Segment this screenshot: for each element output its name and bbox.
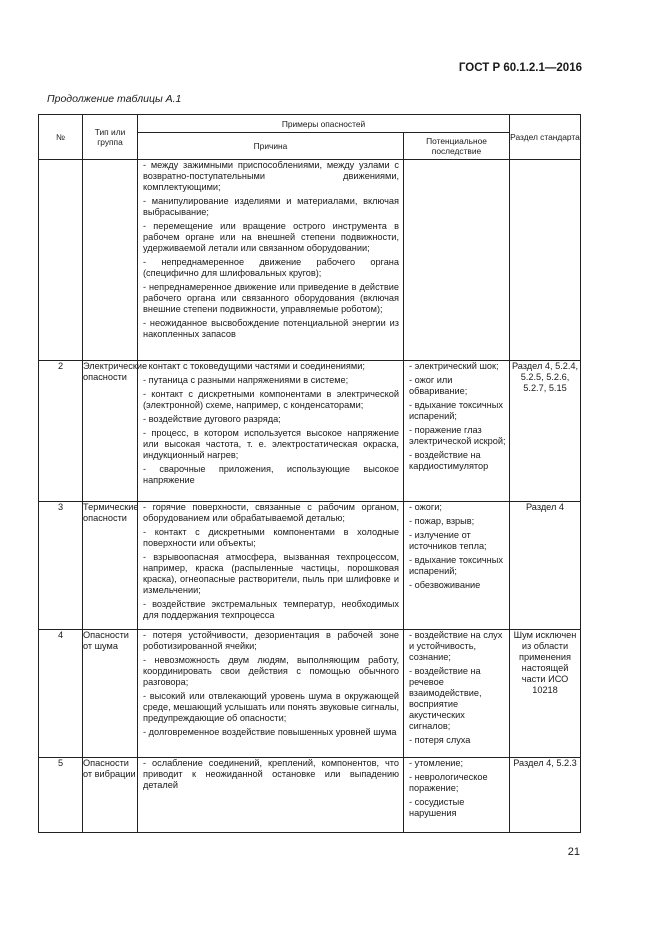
consequence-item: - излучение от источников тепла;	[409, 530, 487, 551]
consequence-item: - пожар, взрыв;	[409, 516, 475, 526]
hazard-consequences	[404, 361, 510, 502]
cause-item: - воздействие дугового разряда;	[143, 414, 281, 424]
consequence-item: - электрический шок;	[409, 361, 499, 371]
header-num: №	[39, 115, 83, 160]
cause-item: - путаница с разными напряжениями в системе;	[143, 375, 349, 385]
cause-item: - неожиданное высвобождение потенциальной энергии из накопленных запасов	[143, 318, 399, 339]
row-number	[39, 160, 83, 361]
row-number: 2	[39, 361, 83, 502]
cause-item: - контакт с дискретными компонентами в электрической (электронной) схеме, например, с конденсаторами;	[143, 389, 399, 410]
header-consequence: Потенциальное последствие	[404, 133, 510, 160]
hazard-type: Опасности от вибрации	[83, 758, 138, 833]
header-examples: Примеры опасностей	[138, 115, 510, 133]
standard-section: Раздел 4, 5.2.4, 5.2.5, 5.2.6, 5.2.7, 5.15	[510, 361, 581, 502]
table-row	[39, 160, 581, 361]
row-number: 3	[39, 502, 83, 630]
hazard-causes	[138, 630, 404, 758]
consequence-item: - ожоги;	[409, 502, 442, 512]
cause-item: - непреднамеренное движение или приведение в действие рабочего органа или связанного оборудования (включая внешние степени подвижности, управляемые роботом);	[143, 282, 399, 314]
cause-item: - процесс, в котором используется высокое напряжение или высокая частота, т. е. электростатическая окраска, индукционный нагрев;	[143, 428, 399, 460]
table-caption: Продолжение таблицы А.1	[47, 93, 182, 105]
standard-section: Раздел 4	[510, 502, 581, 630]
cause-item: - ослабление соединений, креплений, компонентов, что приводит к неожиданной остановке или выпадению деталей	[143, 758, 399, 790]
table-row	[39, 361, 581, 502]
cause-item: - горячие поверхности, связанные с рабочим органом, оборудованием или обрабатываемой деталью;	[143, 502, 399, 523]
standard-section: Шум исключен из области применения настоящей части ИСО 10218	[510, 630, 581, 758]
cause-item: - высокий или отвлекающий уровень шума в окружающей среде, мешающий услышать или понять звуковые сигналы, предупреждающие об опасности;	[143, 691, 399, 723]
cause-item: - взрывоопасная атмосфера, вызванная техпроцессом, например, краска (распыленные частицы, порошковая краска), огнеопасные растворители, пыль при шлифовке и измельчении;	[143, 552, 399, 595]
consequence-item: - обезвоживание	[409, 580, 481, 590]
hazard-causes	[138, 160, 404, 361]
hazard-type: Электрические опасности	[83, 361, 138, 502]
consequence-item: - воздействие на слух и устойчивость, сознание;	[409, 630, 503, 662]
hazard-type: Термические опасности	[83, 502, 138, 630]
page-number: 21	[567, 846, 580, 858]
hazard-causes	[138, 361, 404, 502]
consequence-item: - воздействие на речевое взаимодействие, восприятие акустических сигналов;	[409, 666, 482, 731]
cause-item: - воздействие экстремальных температур, необходимых для поддержания техпроцесса	[143, 599, 399, 620]
table-row	[39, 758, 581, 833]
hazard-causes	[138, 758, 404, 833]
consequence-item: - вдыхание токсичных испарений;	[409, 555, 503, 576]
row-number: 4	[39, 630, 83, 758]
hazards-table	[38, 114, 581, 833]
document-code: ГОСТ Р 60.1.2.1—2016	[458, 62, 582, 74]
cause-item: - сварочные приложения, использующие высокое напряжение	[143, 464, 399, 485]
consequence-item: - поражение глаз электрической искрой;	[409, 425, 506, 446]
consequence-item: - неврологическое поражение;	[409, 772, 488, 793]
header-section: Раздел стандарта	[510, 115, 581, 160]
cause-item: - контакт с дискретными компонентами в холодные поверхности или объекты;	[143, 527, 399, 548]
table-row	[39, 502, 581, 630]
cause-item: - потеря устойчивости, дезориентация в рабочей зоне роботизированной ячейки;	[143, 630, 399, 651]
header-cause: Причина	[138, 133, 404, 160]
cause-item: - перемещение или вращение острого инструмента в рабочем органе или на внешней степени подвижности, удерживаемой летали или связанном оборудовании;	[143, 221, 399, 253]
hazard-type	[83, 160, 138, 361]
cause-item: - между зажимными приспособлениями, между узлами с возвратно-поступательными движениями, комплектующими;	[143, 160, 399, 192]
consequence-item: - воздействие на кардиостимулятор	[409, 450, 489, 471]
row-number: 5	[39, 758, 83, 833]
standard-section: Раздел 4, 5.2.3	[510, 758, 581, 833]
consequence-item: - утомление;	[409, 758, 464, 768]
cause-item: - непреднамеренное движение рабочего органа (специфично для шлифовальных кругов);	[143, 257, 399, 278]
cause-item: - невозможность двум людям, выполняющим работу, координировать свои действия с помощью обычного разговора;	[143, 655, 399, 687]
consequence-item: - ожог или обваривание;	[409, 375, 468, 396]
cause-item: - контакт с токоведущими частями и соединениями;	[143, 361, 365, 371]
table-row	[39, 630, 581, 758]
hazard-causes	[138, 502, 404, 630]
hazard-consequences	[404, 630, 510, 758]
consequence-item: - сосудистые нарушения	[409, 797, 465, 818]
standard-section	[510, 160, 581, 361]
cause-item: - манипулирование изделиями и материалами, включая выбрасывание;	[143, 196, 399, 217]
hazard-consequences	[404, 758, 510, 833]
consequence-item: - потеря слуха	[409, 735, 471, 745]
cause-item: - долговременное воздействие повышенных уровней шума	[143, 727, 397, 737]
hazard-type: Опасности от шума	[83, 630, 138, 758]
hazard-consequences	[404, 502, 510, 630]
consequence-item: - вдыхание токсичных испарений;	[409, 400, 503, 421]
hazard-consequences	[404, 160, 510, 361]
header-type: Тип или группа	[83, 115, 138, 160]
